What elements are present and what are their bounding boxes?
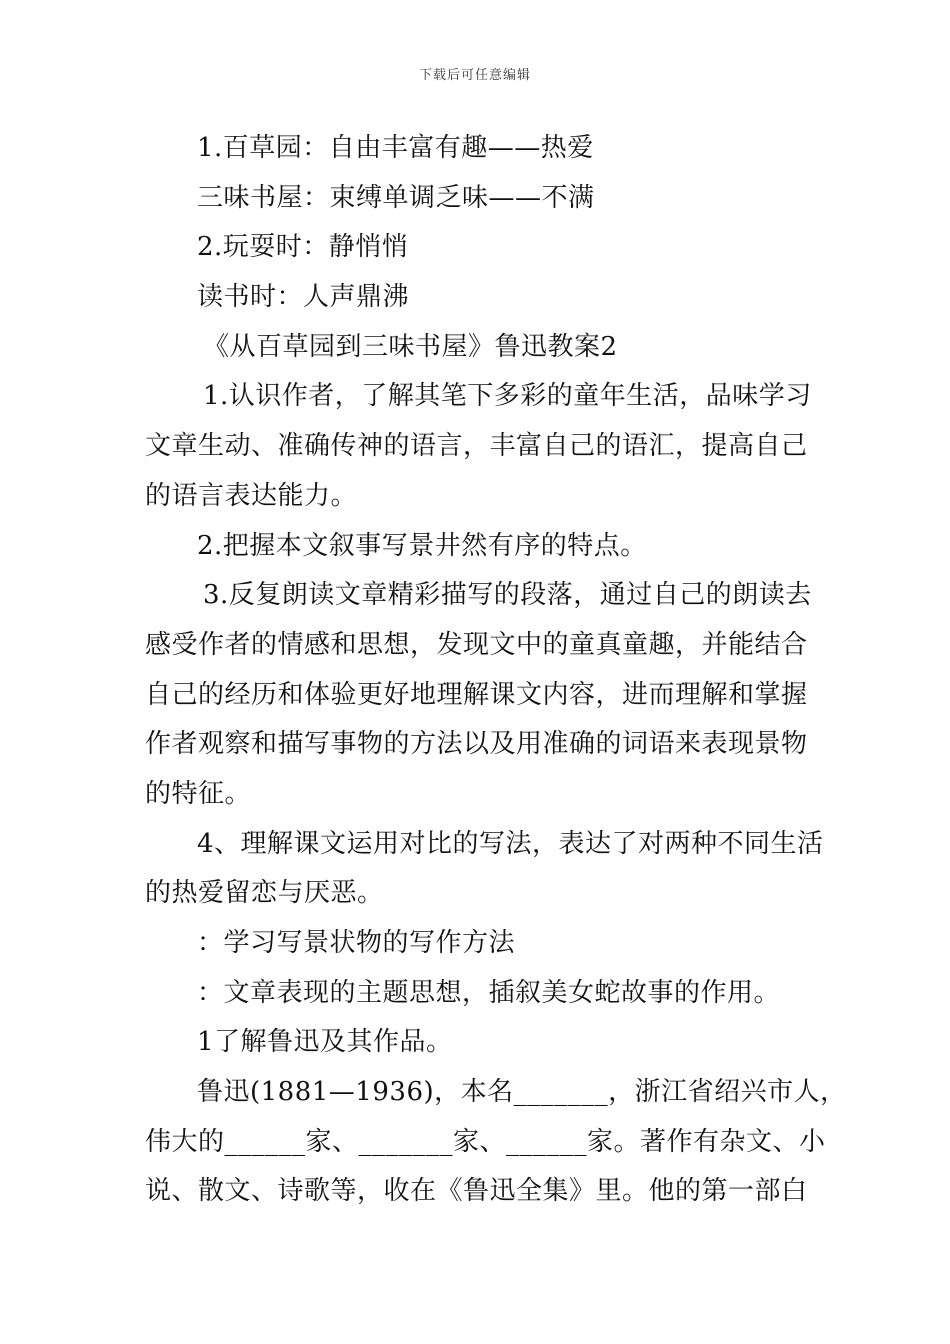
text-line: 的语言表达能力。 <box>145 480 358 511</box>
page-header: 下载后可任意编辑 <box>418 68 531 83</box>
document-body <box>145 124 847 1217</box>
text-line: 的特征。 <box>145 778 252 809</box>
text-line: 1.百草园：自由丰富有趣——热爱 <box>197 133 594 163</box>
text-line: 1.认识作者，了解其笔下多彩的童年生活，品味学习 <box>203 381 812 412</box>
text-line: 3.反复朗读文章精彩描写的段落，通过自己的朗读去 <box>203 580 812 611</box>
text-line: ：学习写景状物的写作方法 <box>197 928 516 958</box>
text-line: 伟大的______家、_______家、______家。著作有杂文、小 <box>145 1126 826 1157</box>
section-title: 《从百草园到三味书屋》鲁迅教案2 <box>203 331 618 362</box>
text-line: 的热爱留恋与厌恶。 <box>145 878 384 909</box>
text-line: 感受作者的情感和思想，发现文中的童真童趣，并能结合 <box>145 629 808 660</box>
text-line: ：文章表现的主题思想，插叙美女蛇故事的作用。 <box>197 977 781 1008</box>
text-line: 作者观察和描写事物的方法以及用准确的词语来表现景物 <box>145 729 808 760</box>
text-line: 2.把握本文叙事写景井然有序的特点。 <box>197 530 647 561</box>
text-line: 4、理解课文运用对比的写法，表达了对两种不同生活 <box>197 828 824 859</box>
text-line: 2.玩耍时：静悄悄 <box>197 232 409 263</box>
text-line: 1了解鲁迅及其作品。 <box>197 1027 453 1058</box>
text-line: 文章生动、准确传神的语言，丰富自己的语汇，提高自己 <box>145 431 808 462</box>
text-line: 三味书屋：束缚单调乏味——不满 <box>197 182 595 213</box>
text-line: 读书时：人声鼎沸 <box>197 282 410 313</box>
text-line: 鲁迅(1881—1936)，本名_______，浙江省绍兴市人， <box>197 1077 847 1108</box>
text-line: 说、散文、诗歌等，收在《鲁迅全集》里。他的第一部白 <box>145 1176 808 1207</box>
text-line: 自己的经历和体验更好地理解课文内容，进而理解和掌握 <box>145 679 808 710</box>
